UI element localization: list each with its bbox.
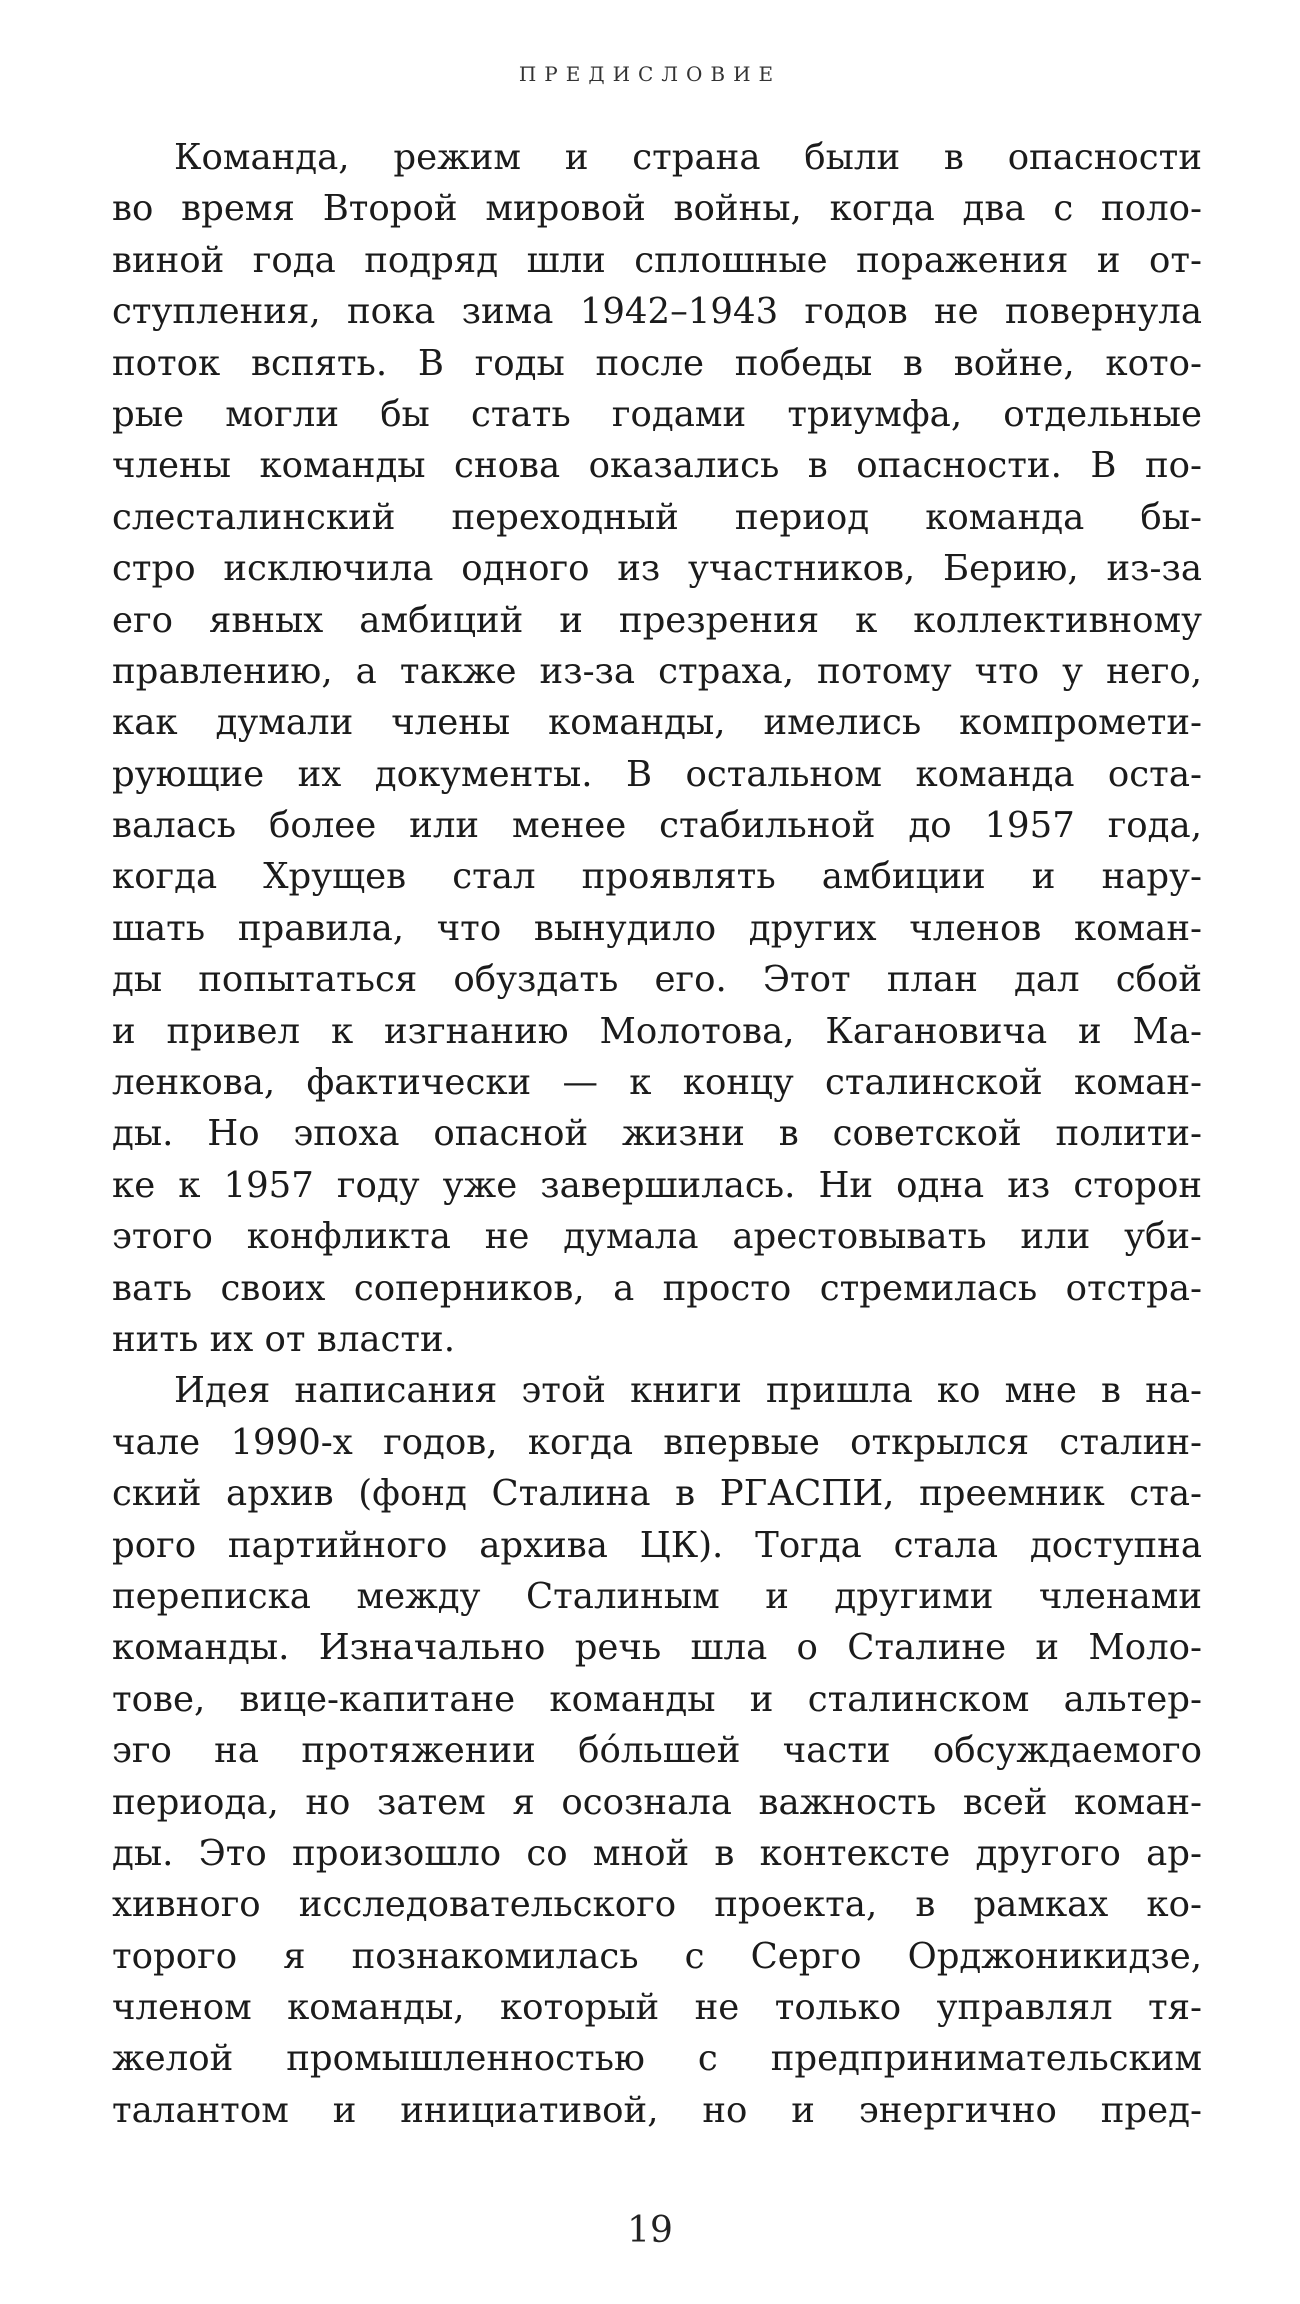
text-line: ды попытаться обуздать его. Этот план дал сбой: [112, 959, 1202, 1001]
text-line: нить их от власти.: [112, 1318, 456, 1360]
text-line: вать своих соперников, а просто стремилась отстра-: [112, 1267, 1202, 1309]
text-line: ке к 1957 году уже завершилась. Ни одна из сторон: [112, 1164, 1202, 1206]
text-line: эго на протяжении бóльшей части обсуждаемого: [112, 1730, 1202, 1772]
text-line: ленкова, фактически — к концу сталинской коман-: [112, 1062, 1202, 1104]
text-line: и привел к изгнанию Молотова, Кагановича и Ма-: [112, 1010, 1202, 1052]
text-line: рого партийного архива ЦК). Тогда стала доступна: [112, 1524, 1202, 1566]
text-line: поток вспять. В годы после победы в войне, кото-: [112, 342, 1202, 384]
text-line: желой промышленностью с предпринимательским: [112, 2038, 1202, 2080]
text-line: тове, вице-капитане команды и сталинском альтер-: [112, 1678, 1202, 1720]
text-line: шать правила, что вынудило других членов коман-: [112, 907, 1202, 949]
page-number: 19: [627, 2210, 673, 2251]
text-line: команды. Изначально речь шла о Сталине и Моло-: [112, 1627, 1202, 1669]
text-line: валась более или менее стабильной до 1957 года,: [112, 805, 1202, 847]
text-line: виной года подряд шли сплошные поражения и от-: [112, 239, 1202, 281]
running-head: ПРЕДИСЛОВИЕ: [518, 62, 782, 86]
text-line: членом команды, который не только управлял тя-: [112, 1987, 1202, 2029]
text-line: ский архив (фонд Сталина в РГАСПИ, преемник ста-: [112, 1473, 1202, 1515]
text-line: рующие их документы. В остальном команда оста-: [112, 753, 1202, 795]
text-line: его явных амбиций и презрения к коллективному: [112, 599, 1202, 641]
text-line: талантом и инициативой, но и энергично пред-: [112, 2089, 1202, 2131]
body-text: [112, 132, 1202, 2136]
text-line: ступления, пока зима 1942–1943 годов не повернула: [112, 291, 1202, 333]
text-line: стро исключила одного из участников, Берию, из-за: [112, 548, 1202, 590]
paragraph: [112, 1365, 1202, 2136]
text-line: Идея написания этой книги пришла ко мне в на-: [174, 1370, 1202, 1412]
text-line: переписка между Сталиным и другими членами: [112, 1575, 1202, 1617]
paragraph: [112, 132, 1202, 1365]
text-line: хивного исследовательского проекта, в рамках ко-: [112, 1884, 1202, 1926]
text-line: слесталинский переходный период команда бы-: [112, 496, 1202, 538]
text-line: ды. Это произошло со мной в контексте другого ар-: [112, 1832, 1202, 1874]
text-line: этого конфликта не думала арестовывать или уби-: [112, 1216, 1202, 1258]
text-line: торого я познакомилась с Серго Орджоникидзе,: [112, 1935, 1202, 1977]
text-line: чале 1990-х годов, когда впервые открылся сталин-: [112, 1421, 1202, 1463]
text-line: члены команды снова оказались в опасности. В по-: [112, 445, 1202, 487]
text-line: когда Хрущев стал проявлять амбиции и нару-: [112, 856, 1202, 898]
text-line: как думали члены команды, имелись компромети-: [112, 702, 1202, 744]
text-line: ды. Но эпоха опасной жизни в советской полити-: [112, 1113, 1202, 1155]
text-line: периода, но затем я осознала важность всей коман-: [112, 1781, 1202, 1823]
text-line: правлению, а также из-за страха, потому что у него,: [112, 650, 1202, 692]
text-line: во время Второй мировой войны, когда два с поло-: [112, 188, 1202, 230]
text-line: рые могли бы стать годами триумфа, отдельные: [112, 393, 1202, 435]
text-line: Команда, режим и страна были в опасности: [174, 137, 1202, 178]
